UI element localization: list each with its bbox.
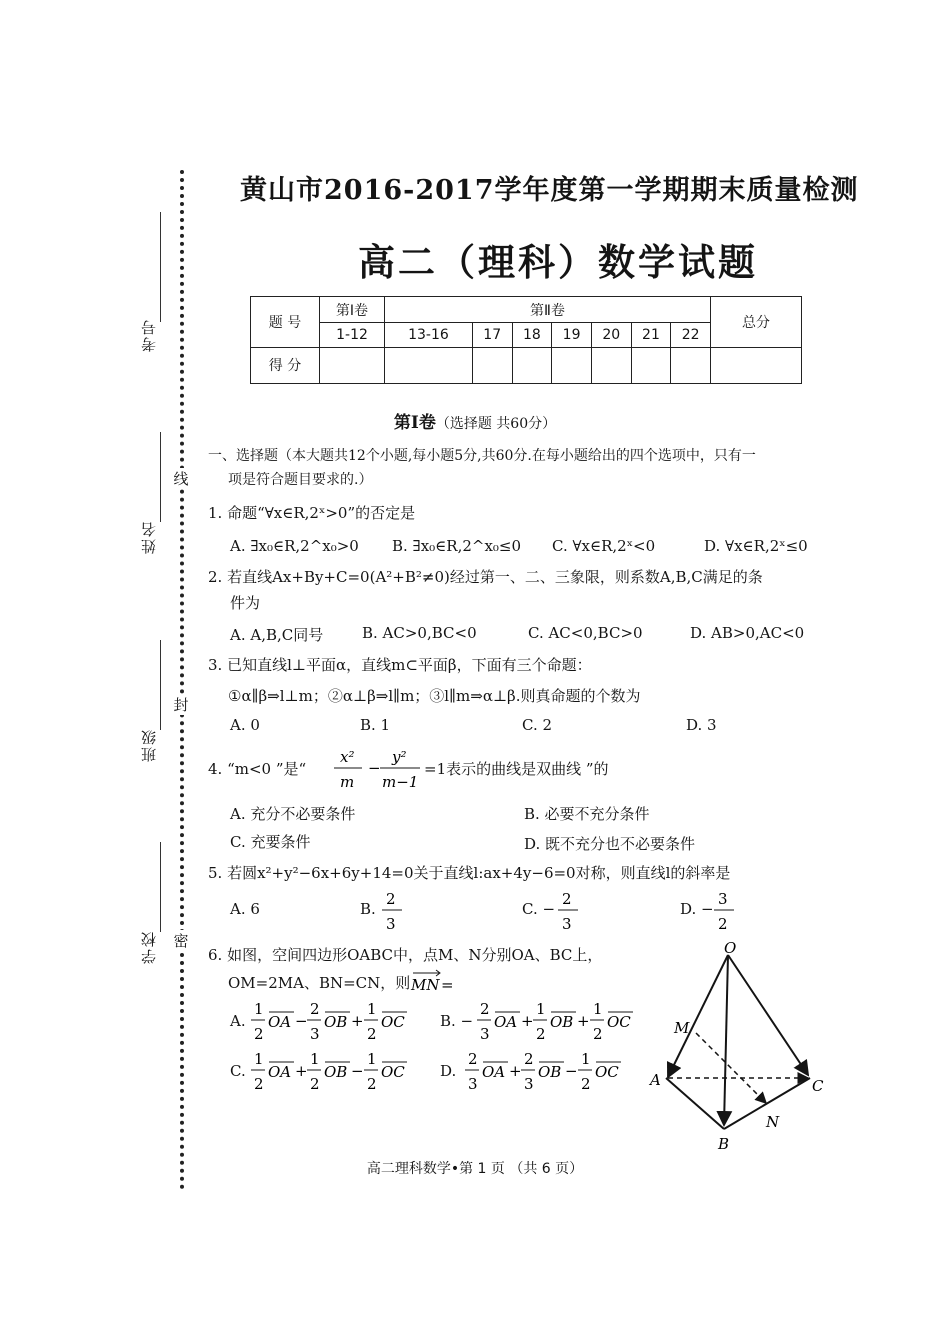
svg-text:1: 1 xyxy=(593,1000,603,1018)
binding-dotted-line xyxy=(180,170,184,1190)
question-3-option-d: D. 3 xyxy=(686,716,717,734)
seal-char-xian: 线 xyxy=(170,468,192,489)
label-m: M xyxy=(674,1019,690,1037)
hyperbola-fraction xyxy=(328,740,424,794)
score-part2-header: 第Ⅱ卷 xyxy=(385,297,711,323)
svg-text:+: + xyxy=(577,1012,590,1030)
kaohao-label: 考号 xyxy=(140,318,158,352)
question-1-stem: 1. 命题“∀x∈R,2ˣ>0”的否定是 xyxy=(208,504,416,522)
score-cell xyxy=(320,347,385,383)
question-6-option-b: B. − xyxy=(440,1012,474,1030)
question-2-option-b: B. AC>0,BC<0 xyxy=(362,624,477,642)
xuexiao-blank xyxy=(160,842,161,932)
exam-title: 黄山市2016-2017学年度第一学期期末质量检测 xyxy=(240,175,859,206)
svg-text:1: 1 xyxy=(536,1000,546,1018)
svg-text:2: 2 xyxy=(562,890,572,908)
score-cell xyxy=(711,347,802,383)
svg-text:3: 3 xyxy=(562,915,572,933)
fraction-neg-2-3 xyxy=(556,886,580,936)
svg-text:2: 2 xyxy=(386,890,396,908)
svg-text:+: + xyxy=(295,1062,308,1080)
svg-text:2: 2 xyxy=(524,1050,534,1068)
svg-text:MN: MN xyxy=(411,976,440,994)
score-row2-label: 得 分 xyxy=(251,347,320,383)
svg-text:OB: OB xyxy=(324,1063,348,1081)
score-table xyxy=(250,296,802,384)
score-cell xyxy=(591,347,631,383)
score-col-header: 19 xyxy=(552,323,592,347)
svg-text:3: 3 xyxy=(468,1075,478,1093)
svg-text:OB: OB xyxy=(324,1013,348,1031)
xuexiao-label: 学校 xyxy=(140,930,158,964)
svg-text:2: 2 xyxy=(367,1025,377,1043)
question-2-option-c: C. AC<0,BC>0 xyxy=(528,624,643,642)
svg-text:2: 2 xyxy=(468,1050,478,1068)
score-col-header: 1-12 xyxy=(320,323,385,347)
svg-text:2: 2 xyxy=(310,1000,320,1018)
question-2-option-a: A. A,B,C同号 xyxy=(230,626,324,644)
svg-text:m: m xyxy=(340,773,355,791)
option-c-expression xyxy=(250,1046,410,1096)
score-col-header: 21 xyxy=(631,323,671,347)
question-6-option-d: D. xyxy=(440,1062,457,1080)
score-col-header: 13-16 xyxy=(385,323,473,347)
svg-text:−: − xyxy=(295,1012,308,1030)
question-3-option-b: B. 1 xyxy=(360,716,391,734)
question-6-option-a: A. xyxy=(230,1012,246,1030)
seal-char-feng: 封 xyxy=(170,694,192,715)
label-n: N xyxy=(766,1113,780,1131)
svg-text:OC: OC xyxy=(595,1063,619,1081)
svg-text:2: 2 xyxy=(581,1075,591,1093)
question-3-option-c: C. 2 xyxy=(522,716,553,734)
question-3-stem-cont: ①α∥β⇒l⊥m；②α⊥β⇒l∥m；③l∥m⇒α⊥β.则真命题的个数为 xyxy=(228,687,641,705)
label-a: A xyxy=(650,1071,661,1089)
question-6-stem-cont: OM=2MA、BN=CN，则 xyxy=(228,974,411,992)
svg-text:2: 2 xyxy=(536,1025,546,1043)
instructions-line2: 项是符合题目要求的.） xyxy=(228,472,373,488)
xingming-label: 姓名 xyxy=(140,520,158,554)
svg-text:2: 2 xyxy=(718,915,728,933)
question-1-option-d: D. ∀x∈R,2ˣ≤0 xyxy=(704,537,808,555)
banji-label: 班级 xyxy=(140,728,158,762)
question-5-option-c: C. − xyxy=(522,900,556,918)
svg-text:2: 2 xyxy=(254,1025,264,1043)
question-5-stem: 5. 若圆x²+y²−6x+6y+14=0关于直线l:ax+4y−6=0对称，则直线l的斜率是 xyxy=(208,864,731,882)
option-a-expression xyxy=(250,996,410,1046)
fraction-2-3 xyxy=(380,886,404,936)
svg-text:−: − xyxy=(565,1062,578,1080)
section-note: （选择题 共60分） xyxy=(435,416,557,432)
svg-text:2: 2 xyxy=(367,1075,377,1093)
question-4-option-b: B. 必要不充分条件 xyxy=(524,805,650,823)
score-col-header: 22 xyxy=(671,323,711,347)
question-6-stem: 6. 如图，空间四边形OABC中，点M、N分别OA、BC上， xyxy=(208,946,603,964)
question-4-option-a: A. 充分不必要条件 xyxy=(230,805,356,823)
svg-text:3: 3 xyxy=(386,915,396,933)
question-4-option-d: D. 既不充分也不必要条件 xyxy=(524,835,696,853)
svg-text:3: 3 xyxy=(524,1075,534,1093)
question-5-option-d: D. − xyxy=(680,900,714,918)
svg-text:OC: OC xyxy=(381,1063,405,1081)
question-3-stem: 3. 已知直线l⊥平面α，直线m⊂平面β，下面有三个命题： xyxy=(208,656,592,674)
question-1-option-b: B. ∃x₀∈R,2^x₀≤0 xyxy=(392,537,522,555)
score-cell xyxy=(552,347,592,383)
kaohao-blank xyxy=(160,212,161,322)
question-2-stem: 2. 若直线Ax+By+C=0(A²+B²≠0)经过第一、二、三象限，则系数A,B,C满足的条 xyxy=(208,568,763,586)
svg-text:y²: y² xyxy=(392,748,407,766)
page-footer: 高二理科数学•第 1 页 （共 6 页） xyxy=(366,1161,584,1177)
xingming-blank xyxy=(160,432,161,522)
svg-text:1: 1 xyxy=(581,1050,591,1068)
option-b-expression xyxy=(476,996,636,1046)
question-1-option-a: A. ∃x₀∈R,2^x₀>0 xyxy=(230,537,359,555)
svg-text:1: 1 xyxy=(367,1050,377,1068)
question-5-option-b: B. xyxy=(360,900,376,918)
question-2-option-d: D. AB>0,AC<0 xyxy=(690,624,805,642)
svg-text:OA: OA xyxy=(482,1063,506,1081)
label-c: C xyxy=(812,1077,824,1095)
label-o: O xyxy=(724,939,737,957)
svg-text:OA: OA xyxy=(494,1013,518,1031)
label-b: B xyxy=(718,1135,730,1153)
option-d-expression xyxy=(464,1046,624,1096)
svg-text:3: 3 xyxy=(480,1025,490,1043)
svg-text:+: + xyxy=(351,1012,364,1030)
svg-text:m−1: m−1 xyxy=(382,773,419,791)
svg-text:OA: OA xyxy=(268,1063,292,1081)
svg-text:2: 2 xyxy=(254,1075,264,1093)
question-5-option-a: A. 6 xyxy=(230,900,260,918)
instructions-line1: 一、选择题（本大题共12个小题,每小题5分,共60分.在每小题给出的四个选项中，只有一 xyxy=(208,448,756,464)
score-cell xyxy=(671,347,711,383)
score-cell xyxy=(512,347,552,383)
question-4-stem-end: =1表示的曲线是双曲线 ”的 xyxy=(424,760,609,778)
question-3-option-a: A. 0 xyxy=(230,716,260,734)
svg-text:3: 3 xyxy=(718,890,728,908)
tetrahedron-figure xyxy=(640,935,840,1160)
fraction-neg-3-2 xyxy=(712,886,736,936)
score-cell xyxy=(385,347,473,383)
question-2-stem-cont: 件为 xyxy=(230,594,261,612)
score-cell xyxy=(631,347,671,383)
svg-text:OC: OC xyxy=(381,1013,405,1031)
svg-text:OC: OC xyxy=(607,1013,631,1031)
banji-blank xyxy=(160,640,161,730)
score-total-header: 总分 xyxy=(711,297,802,348)
question-4-stem-start: 4. “m<0 ”是“ xyxy=(208,760,307,778)
exam-subtitle: 高二（理科）数学试题 xyxy=(358,240,758,284)
score-cell xyxy=(472,347,512,383)
question-4-option-c: C. 充要条件 xyxy=(230,833,311,851)
svg-text:OB: OB xyxy=(550,1013,574,1031)
svg-text:3: 3 xyxy=(310,1025,320,1043)
score-col-header: 18 xyxy=(512,323,552,347)
score-col-header: 20 xyxy=(591,323,631,347)
svg-text:OA: OA xyxy=(268,1013,292,1031)
svg-text:+: + xyxy=(521,1012,534,1030)
svg-text:−: − xyxy=(368,759,381,777)
svg-text:=: = xyxy=(441,976,454,994)
score-col-header: 17 xyxy=(472,323,512,347)
section-heading xyxy=(0,408,950,433)
svg-text:2: 2 xyxy=(310,1075,320,1093)
svg-text:+: + xyxy=(509,1062,522,1080)
svg-text:x²: x² xyxy=(340,748,355,766)
score-part1-header: 第Ⅰ卷 xyxy=(320,297,385,323)
svg-text:1: 1 xyxy=(310,1050,320,1068)
section-title: 第Ⅰ卷 xyxy=(393,413,436,433)
question-1-option-c: C. ∀x∈R,2ˣ<0 xyxy=(552,537,656,555)
svg-text:1: 1 xyxy=(367,1000,377,1018)
vector-mn xyxy=(409,966,455,996)
svg-text:2: 2 xyxy=(480,1000,490,1018)
svg-text:1: 1 xyxy=(254,1050,264,1068)
svg-text:OB: OB xyxy=(538,1063,562,1081)
question-6-option-c: C. xyxy=(230,1062,246,1080)
svg-text:1: 1 xyxy=(254,1000,264,1018)
score-row1-label: 题 号 xyxy=(251,297,320,348)
svg-text:2: 2 xyxy=(593,1025,603,1043)
seal-char-mi: 密 xyxy=(170,930,192,951)
svg-text:−: − xyxy=(351,1062,364,1080)
